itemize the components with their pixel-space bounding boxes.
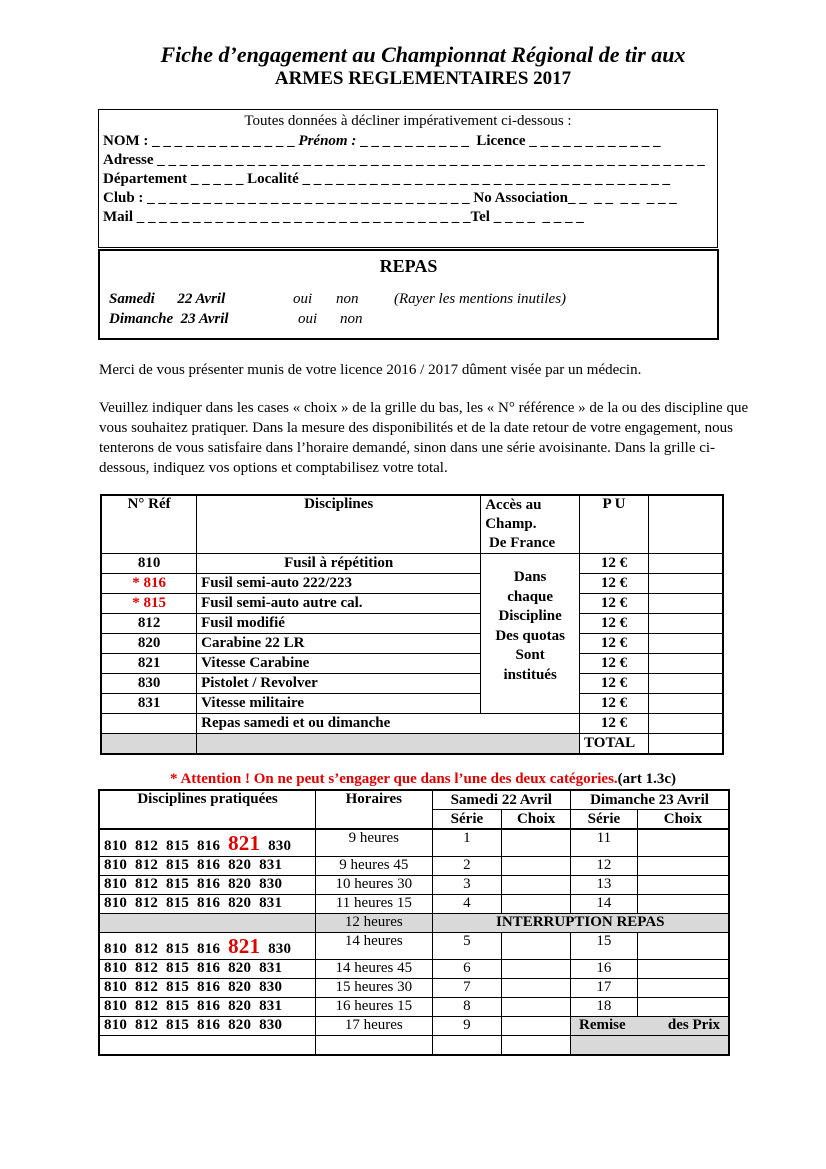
interruption-repas: INTERRUPTION REPAS bbox=[432, 913, 729, 932]
horaire: 15 heures 30 bbox=[316, 978, 432, 997]
amount-cell[interactable] bbox=[648, 634, 723, 654]
repas-samedi: Samedi 22 Avril bbox=[109, 291, 226, 307]
attention-notice bbox=[0, 771, 826, 788]
table-row-disciplines: 810 812 815 816 820 830 bbox=[99, 978, 316, 997]
empty-cell bbox=[502, 1035, 571, 1055]
header-disciplines: Disciplines bbox=[197, 495, 481, 554]
choix-dimanche[interactable] bbox=[637, 997, 729, 1016]
field-nom[interactable] bbox=[103, 133, 660, 150]
repas-title: REPAS bbox=[379, 256, 438, 276]
table-row-disciplines: 810 812 815 816 820 831 bbox=[99, 997, 316, 1016]
header-ref: N° Réf bbox=[101, 495, 197, 554]
table-row-disciplines: 810 812 815 816 821 830 bbox=[99, 932, 316, 959]
choix-samedi[interactable] bbox=[502, 978, 571, 997]
price: 12 € bbox=[580, 654, 649, 674]
choix-dimanche[interactable] bbox=[637, 978, 729, 997]
ref-812: 812 bbox=[101, 614, 197, 634]
dimanche-non[interactable]: non bbox=[340, 311, 363, 327]
remise-des-prix: Remise des Prix bbox=[571, 1016, 729, 1035]
amount-cell[interactable] bbox=[648, 694, 723, 714]
discipline-name: Fusil à répétition bbox=[197, 554, 481, 574]
horaire: 9 heures 45 bbox=[316, 856, 432, 875]
repas-box bbox=[98, 249, 719, 340]
amount-cell[interactable] bbox=[648, 574, 723, 594]
repas-dimanche: Dimanche 23 Avril bbox=[109, 311, 229, 327]
discipline-name: Fusil semi-auto 222/223 bbox=[197, 574, 481, 594]
header-horaires: Horaires bbox=[316, 790, 432, 829]
horaire: 16 heures 15 bbox=[316, 997, 432, 1016]
page-subtitle: ARMES REGLEMENTAIRES 2017 bbox=[274, 68, 572, 89]
form-instruction: Toutes données à décliner impérativement ci-dessous : bbox=[244, 113, 572, 129]
ref-821: 821 bbox=[101, 654, 197, 674]
licence-note: Merci de vous présenter munis de votre licence 2016 / 2017 dûment visée par un médecin. bbox=[99, 362, 642, 378]
horaire: 11 heures 15 bbox=[316, 894, 432, 913]
nom-label: NOM : _ _ _ _ _ _ _ _ _ _ _ _ _ bbox=[103, 133, 295, 149]
serie-samedi: 6 bbox=[432, 959, 502, 978]
amount-cell[interactable] bbox=[648, 674, 723, 694]
table-row-disciplines: 810 812 815 816 820 830 bbox=[99, 875, 316, 894]
field-adresse[interactable]: Adresse _ _ _ _ _ _ _ _ _ _ _ _ _ _ _ _ _ _ _ _ _ _ _ _ _ _ _ _ _ _ _ _ _ _ _ _ _ _ _ _ _ _ _ _ _ _ _ _ _ bbox=[103, 152, 705, 168]
choix-samedi[interactable] bbox=[502, 875, 571, 894]
amount-cell[interactable] bbox=[648, 554, 723, 574]
serie-samedi: 2 bbox=[432, 856, 502, 875]
choix-samedi[interactable] bbox=[502, 1016, 571, 1035]
samedi-non[interactable]: non bbox=[336, 291, 359, 307]
choix-samedi[interactable] bbox=[502, 829, 571, 856]
ref-816: * 816 bbox=[101, 574, 197, 594]
choix-samedi[interactable] bbox=[502, 997, 571, 1016]
amount-cell[interactable] bbox=[648, 614, 723, 634]
total-label: TOTAL bbox=[580, 734, 649, 755]
choix-dimanche[interactable] bbox=[637, 829, 729, 856]
header-choix-samedi: Choix bbox=[502, 810, 571, 830]
dimanche-oui[interactable]: oui bbox=[298, 311, 318, 327]
interruption-horaire: 12 heures bbox=[316, 913, 432, 932]
choix-samedi[interactable] bbox=[502, 856, 571, 875]
field-mail[interactable]: Mail _ _ _ _ _ _ _ _ _ _ _ _ _ _ _ _ _ _ _ _ _ _ _ _ _ _ _ _ _ _Tel _ _ _ _ _ _ _ _ bbox=[103, 209, 584, 225]
serie-samedi: 8 bbox=[432, 997, 502, 1016]
grey-cell bbox=[99, 913, 316, 932]
amount-cell[interactable] bbox=[648, 594, 723, 614]
price: 12 € bbox=[580, 554, 649, 574]
choix-samedi[interactable] bbox=[502, 959, 571, 978]
repas-ref-cell bbox=[101, 714, 197, 734]
grey-cell bbox=[101, 734, 197, 755]
ref-810: 810 bbox=[101, 554, 197, 574]
serie-samedi: 1 bbox=[432, 829, 502, 856]
prenom-line: _ _ _ _ _ _ _ _ _ _ bbox=[356, 133, 477, 149]
serie-samedi: 7 bbox=[432, 978, 502, 997]
price: 12 € bbox=[580, 634, 649, 654]
empty-cell bbox=[432, 1035, 502, 1055]
serie-samedi: 4 bbox=[432, 894, 502, 913]
serie-dimanche: 18 bbox=[571, 997, 638, 1016]
price: 12 € bbox=[580, 594, 649, 614]
licence-label: Licence _ _ _ _ _ _ _ _ _ _ _ _ bbox=[476, 133, 661, 149]
table-row-disciplines: 810 812 815 816 821 830 bbox=[99, 829, 316, 856]
header-acces: Accès au Champ. De France bbox=[481, 495, 580, 554]
discipline-name: Carabine 22 LR bbox=[197, 634, 481, 654]
price: 12 € bbox=[580, 574, 649, 594]
header-choix-dimanche: Choix bbox=[637, 810, 729, 830]
table-row-disciplines: 810 812 815 816 820 830 bbox=[99, 1016, 316, 1035]
discipline-name: Fusil semi-auto autre cal. bbox=[197, 594, 481, 614]
choix-dimanche[interactable] bbox=[637, 894, 729, 913]
serie-dimanche: 16 bbox=[571, 959, 638, 978]
serie-samedi: 3 bbox=[432, 875, 502, 894]
price: 12 € bbox=[580, 694, 649, 714]
choix-samedi[interactable] bbox=[502, 894, 571, 913]
price: 12 € bbox=[580, 674, 649, 694]
header-disciplines-pratiquees: Disciplines pratiquées bbox=[99, 790, 316, 829]
choix-dimanche[interactable] bbox=[637, 959, 729, 978]
field-club[interactable]: Club : _ _ _ _ _ _ _ _ _ _ _ _ _ _ _ _ _ _ _ _ _ _ _ _ _ _ _ _ _ No Association_ _ _ _ _ _ _ _ _ bbox=[103, 190, 677, 206]
discipline-name: Pistolet / Revolver bbox=[197, 674, 481, 694]
table-row-disciplines: 810 812 815 816 820 831 bbox=[99, 959, 316, 978]
serie-dimanche: 12 bbox=[571, 856, 638, 875]
discipline-name: Vitesse Carabine bbox=[197, 654, 481, 674]
header-serie-dimanche: Série bbox=[571, 810, 638, 830]
serie-samedi: 5 bbox=[432, 932, 502, 959]
attention-ref: (art 1.3c) bbox=[617, 771, 676, 787]
identity-form bbox=[98, 109, 718, 248]
serie-samedi: 9 bbox=[432, 1016, 502, 1035]
empty-cell bbox=[99, 1035, 316, 1055]
header-pu: P U bbox=[580, 495, 649, 554]
serie-dimanche: 15 bbox=[571, 932, 638, 959]
acces-note: Dans chaque Discipline Des quotas Sont institués bbox=[481, 554, 580, 714]
serie-dimanche: 14 bbox=[571, 894, 638, 913]
horaire: 10 heures 30 bbox=[316, 875, 432, 894]
instructions-paragraph: Veuillez indiquer dans les cases « choix » de la grille du bas, les « N° référence » de la ou des discipline que vous souhaitez pratiquer. Dans la mesure des disponibilités et de la date retour de votre engagement, nous tenterons de vous satisfaire dans l’horaire demandé, sinon dans une série avoisinante. Dans la grille ci-dessous, indiquez vos options et comptabilisez votre total. bbox=[99, 400, 749, 476]
prenom-label: Prénom : bbox=[298, 133, 357, 149]
header-total-col bbox=[648, 495, 723, 554]
attention-text: * Attention ! On ne peut s’engager que dans l’une des deux catégories. bbox=[170, 771, 618, 787]
repas-price: 12 € bbox=[580, 714, 649, 734]
serie-dimanche: 11 bbox=[571, 829, 638, 856]
serie-dimanche: 13 bbox=[571, 875, 638, 894]
choix-samedi[interactable] bbox=[502, 932, 571, 959]
choix-dimanche[interactable] bbox=[637, 856, 729, 875]
header-serie-samedi: Série bbox=[432, 810, 502, 830]
horaire: 9 heures bbox=[316, 829, 432, 856]
ref-820: 820 bbox=[101, 634, 197, 654]
empty-cell bbox=[316, 1035, 432, 1055]
horaire: 17 heures bbox=[316, 1016, 432, 1035]
price: 12 € bbox=[580, 614, 649, 634]
field-departement[interactable]: Département _ _ _ _ _ Localité _ _ _ _ _ _ _ _ _ _ _ _ _ _ _ _ _ _ _ _ _ _ _ _ _ _ _ _ _ _ _ _ _ bbox=[103, 171, 671, 187]
ref-831: 831 bbox=[101, 694, 197, 714]
choix-dimanche[interactable] bbox=[637, 932, 729, 959]
amount-cell[interactable] bbox=[648, 654, 723, 674]
horaire: 14 heures bbox=[316, 932, 432, 959]
serie-dimanche: 17 bbox=[571, 978, 638, 997]
total-amount-cell[interactable] bbox=[648, 734, 723, 755]
header-dimanche: Dimanche 23 Avril bbox=[571, 790, 729, 810]
disciplines-table bbox=[100, 494, 724, 755]
schedule-table bbox=[98, 789, 730, 1056]
samedi-oui[interactable]: oui bbox=[293, 291, 313, 307]
repas-row-label: Repas samedi et ou dimanche bbox=[197, 714, 580, 734]
ref-830: 830 bbox=[101, 674, 197, 694]
repas-amount-cell[interactable] bbox=[648, 714, 723, 734]
grey-cell bbox=[571, 1035, 729, 1055]
discipline-name: Vitesse militaire bbox=[197, 694, 481, 714]
table-row-disciplines: 810 812 815 816 820 831 bbox=[99, 894, 316, 913]
discipline-name: Fusil modifié bbox=[197, 614, 481, 634]
page-title: Fiche d’engagement au Championnat Régional de tir aux bbox=[160, 42, 686, 67]
choix-dimanche[interactable] bbox=[637, 875, 729, 894]
ref-815: * 815 bbox=[101, 594, 197, 614]
horaire: 14 heures 45 bbox=[316, 959, 432, 978]
repas-note: (Rayer les mentions inutiles) bbox=[394, 291, 567, 307]
header-samedi: Samedi 22 Avril bbox=[432, 790, 570, 810]
table-row-disciplines: 810 812 815 816 820 831 bbox=[99, 856, 316, 875]
grey-cell bbox=[197, 734, 580, 755]
